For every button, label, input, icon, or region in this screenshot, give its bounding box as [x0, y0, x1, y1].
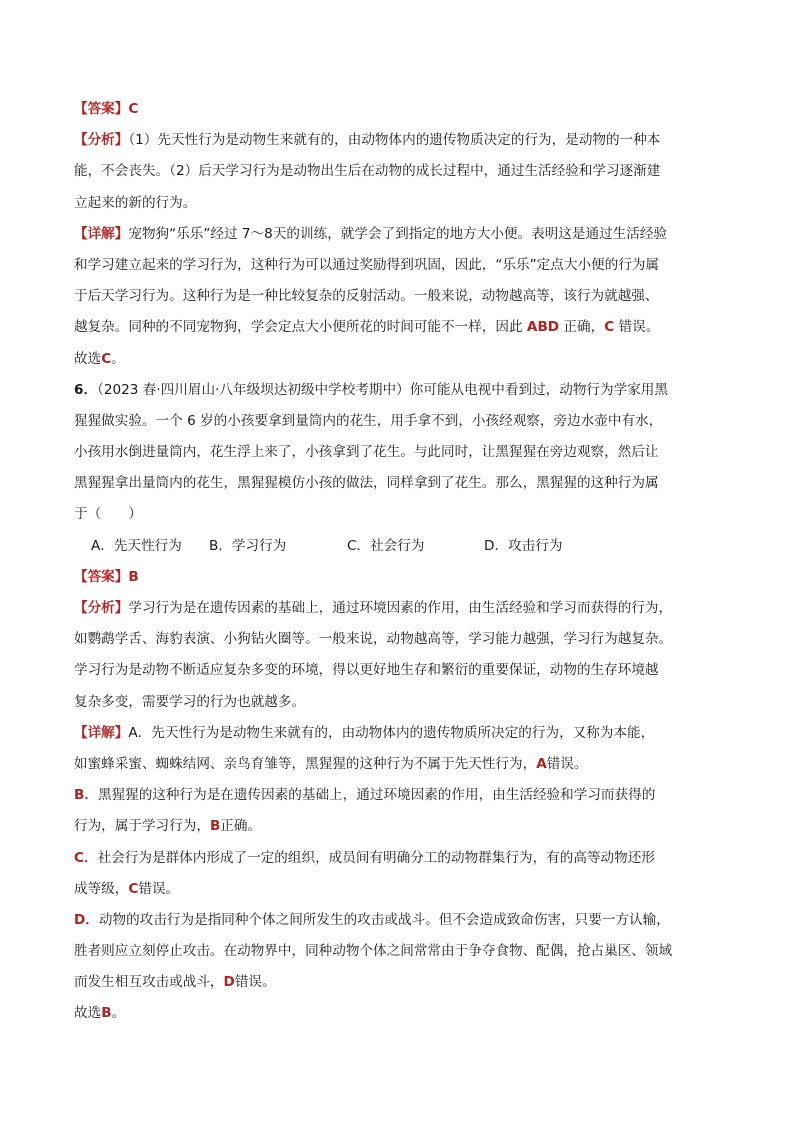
answer-label: 【答案】 [74, 568, 129, 585]
q6-stem-line: 于（ ） [74, 506, 142, 523]
q6-analysis-line [74, 593, 684, 624]
q6-options [74, 531, 684, 562]
q6-analysis-line: 学习行为是动物不断适应复杂多变的环境，得以更好地生存和繁衍的重要保证，动物的生存环境越 [74, 662, 659, 679]
q6-detail-b-line [74, 780, 684, 811]
period: 。 [111, 1005, 126, 1022]
q5-detail-text: 宠物狗“乐乐”经过 7～8天的训练，就学会了到指定的地方大小便。表明这是通过生活经验 [128, 225, 668, 242]
q6-option-d: D．攻击行为 [484, 537, 563, 554]
q6-detail-a-verdict: 错误。 [546, 755, 588, 772]
q6-stem-line: 小孩用水倒进量筒内，花生浮上来了，小孩拿到了花生。与此同时，让黑猩猩在旁边观察，然后让 [74, 444, 659, 461]
q6-detail-d-option: D [223, 974, 235, 991]
q6-detail-d-line [74, 905, 684, 936]
q6-answer-value: B [128, 568, 139, 585]
q5-correct-options: ABD [526, 319, 560, 336]
q6-detail-d-text: 动物的攻击行为是指同种个体之间所发生的攻击或战斗。但不会造成致命伤害，只要一方认输， [98, 911, 670, 928]
q6-detail-a-text: A．先天性行为是动物生来就有的，由动物体内的遗传物质所决定的行为，又称为本能， [128, 724, 655, 741]
q5-detail-line: 和学习建立起来的学习行为，这种行为可以通过奖励得到巩固，因此，“乐乐”定点大小便的行为属 [74, 256, 660, 273]
q6-analysis-line: 复杂多变，需要学习的行为也就越多。 [74, 693, 306, 710]
q5-choice: C [101, 350, 112, 367]
q6-option-a: A．先天性行为 [91, 537, 182, 554]
q5-detail-text: 正确， [559, 319, 605, 336]
q6-stem-line [74, 375, 684, 406]
q6-analysis-text: 学习行为是在遗传因素的基础上，通过环境因素的作用，由生活经验和学习而获得的行为， [128, 600, 673, 616]
q6-stem-text: （2023 春·四川眉山·八年级坝达初级中学校考期中）你可能从电视中看到过，动物行为学家用黑 [97, 381, 668, 398]
q5-answer-line [74, 94, 684, 125]
q6-detail-b-option-label: B． [74, 787, 98, 804]
q6-detail-a-line [74, 718, 684, 749]
document-page [74, 94, 684, 1030]
answer-label: 【答案】 [74, 101, 129, 117]
q6-stem-line: 黑猩猩拿出量筒内的花生，黑猩猩模仿小孩的做法，同样拿到了花生。那么，黑猩猩的这种行为属 [74, 475, 659, 492]
q6-detail-b-option: B [209, 818, 221, 835]
q6-detail-c-text: 社会行为是群体内形成了一定的组织，成员间有明确分工的动物群集行为，有的高等动物还形 [97, 849, 655, 866]
q6-detail-b-line [74, 811, 684, 842]
q6-detail-a-line [74, 749, 684, 780]
q5-detail-text: 越复杂。同种的不同宠物狗，学会定点大小便所花的时间可能不一样，因此 [74, 319, 527, 336]
conclude-label: 故选 [74, 1005, 102, 1022]
q6-detail-d-option-label: D． [74, 911, 99, 928]
q6-detail-c-line [74, 843, 684, 874]
q5-detail-line [74, 312, 684, 343]
q5-detail-line [74, 219, 684, 250]
q5-wrong-option: C [604, 319, 615, 336]
q6-detail-b-verdict: 正确。 [220, 818, 262, 835]
q6-number: 6． [74, 381, 98, 398]
q5-analysis-line: 立起来的新的行为。 [74, 194, 197, 211]
q6-choice: B [101, 1005, 112, 1022]
q6-detail-d-verdict: 错误。 [234, 974, 276, 991]
q6-detail-d-line [74, 967, 684, 998]
q5-analysis-line: 能，不会丧失。（2）后天学习行为是动物出生后在动物的成长过程中，通过生活经验和学习逐渐建 [74, 163, 661, 180]
q6-detail-d-line: 胜者则应立刻停止攻击。在动物界中，同种动物个体之间常常由于争夺食物、配偶，抢占巢区、领域 [74, 943, 673, 960]
q5-analysis-line [74, 125, 684, 156]
q6-conclusion [74, 998, 684, 1029]
q6-detail-c-option-label: C． [74, 849, 98, 866]
q6-detail-c-option: C [128, 880, 139, 897]
q6-detail-b-text: 行为，属于学习行为， [74, 818, 210, 835]
period: 。 [111, 350, 125, 367]
analysis-label: 【分析】 [74, 132, 129, 149]
q6-answer-line [74, 562, 684, 593]
q5-answer-value: C [128, 101, 139, 117]
q6-detail-b-text: 黑猩猩的这种行为是在遗传因素的基础上，通过环境因素的作用，由生活经验和学习而获得的 [97, 787, 656, 804]
q5-detail-text: 错误。 [614, 319, 660, 336]
detail-label: 【详解】 [74, 724, 129, 741]
conclude-label: 故选 [74, 350, 102, 367]
detail-label: 【详解】 [74, 225, 129, 242]
q6-detail-c-line [74, 874, 684, 905]
q6-option-c: C．社会行为 [347, 537, 425, 554]
q6-option-b: B．学习行为 [209, 537, 287, 554]
q6-detail-c-verdict: 错误。 [138, 880, 180, 897]
q5-conclusion [74, 344, 684, 375]
q6-detail-a-text: 如蜜蜂采蜜、蜘蛛结网、亲鸟育雏等，黑猩猩的这种行为不属于先天性行为， [74, 755, 537, 772]
q5-detail-line: 于后天学习行为。这种行为是一种比较复杂的反射活动。一般来说，动物越高等，该行为就越强、 [74, 288, 659, 305]
q6-detail-d-text: 而发生相互攻击或战斗， [74, 974, 224, 991]
q5-analysis-text: （1）先天性行为是动物生来就有的，由动物体内的遗传物质决定的行为，是动物的一种本 [128, 132, 661, 149]
q6-analysis-line: 如鹦鹉学舌、海豹表演、小狗钻火圈等。一般来说，动物越高等，学习能力越强，学习行为越复杂。 [74, 631, 673, 648]
q6-stem-line: 猩猩做实验。一个 6 岁的小孩要拿到量筒内的花生，用手拿不到，小孩经观察，旁边水壶中有水， [74, 412, 663, 429]
q6-detail-c-text: 成等级， [74, 880, 129, 897]
q6-detail-a-option: A [536, 755, 547, 772]
analysis-label: 【分析】 [74, 600, 129, 616]
